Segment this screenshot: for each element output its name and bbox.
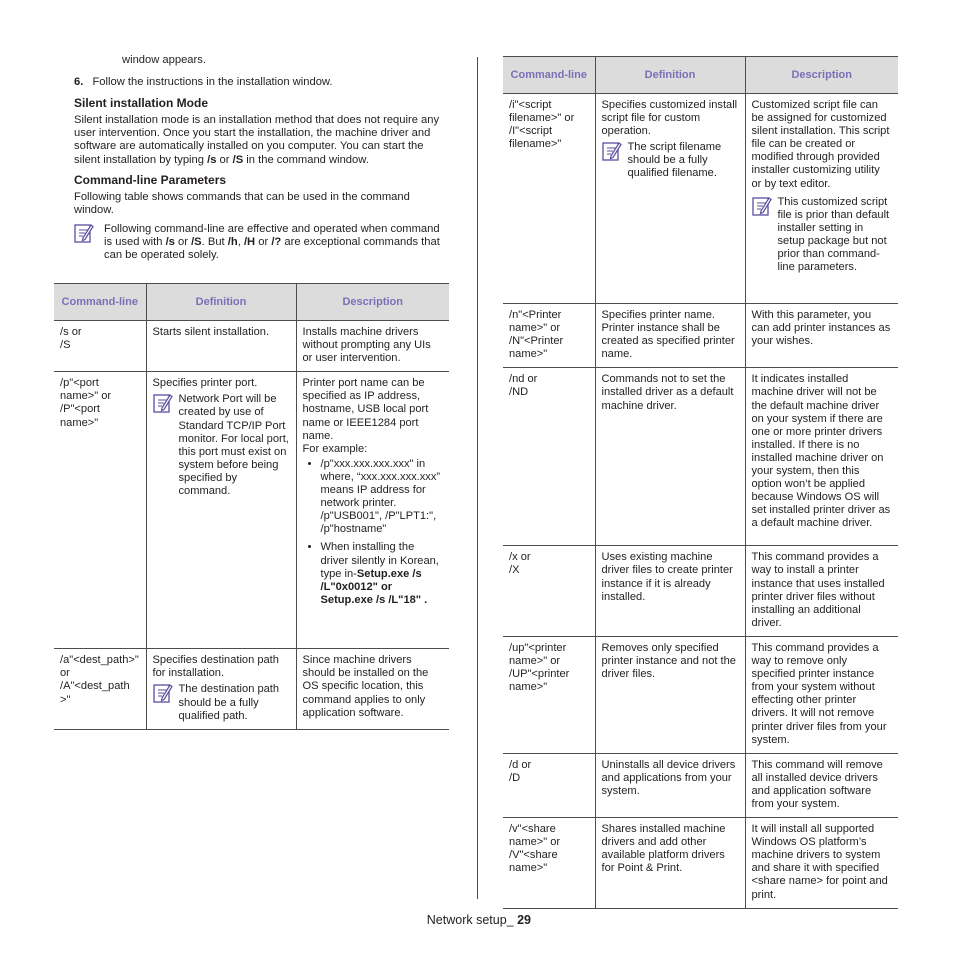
cell-description: Installs machine drivers without prompting any UIs or user intervention. <box>296 321 449 372</box>
cell-command: /x or /X <box>509 551 531 577</box>
cell-description: With this parameter, you can add printer instances as your wishes. <box>745 304 898 368</box>
cell-definition <box>146 372 296 649</box>
note-pencil-icon <box>752 196 778 218</box>
note-text: The script filename should be a fully qualified filename. <box>627 141 722 180</box>
list-item: • When installing the driver silently in Korean, type in-Setup.exe /s /L"0x0012" or Setup.exe /s /L"18" . <box>321 541 444 606</box>
step-6 <box>74 76 333 89</box>
note-block <box>74 223 444 263</box>
cmd-heading: Command-line Parameters <box>74 173 227 187</box>
cell-command: /d or /D <box>509 758 532 784</box>
column-divider <box>477 57 478 899</box>
cell-definition: Starts silent installation. <box>146 321 296 372</box>
header-command-line: Command-line <box>54 284 146 321</box>
cell-command: /up"<printer name>" or /UP"<printer name>" <box>509 641 570 694</box>
step-text: Follow the instructions in the installation window. <box>92 76 333 88</box>
note-text: Following command-line are effective and operated when command is used with /s or /S. But /h, /H or /? are exceptional commands that can be operated solely. <box>104 223 440 262</box>
list-item: • /p"xxx.xxx.xxx.xxx" in where, “xxx.xxx.xxx.xxx” means IP address for network printer. /p"USB001", /P"LPT1:", /p"hostname" <box>321 458 444 537</box>
page-footer <box>427 914 531 927</box>
cell-description: It will install all supported Windows OS platform’s machine drivers to system and share it with specified <share name> for point and print. <box>745 818 898 909</box>
cell-definition: Uninstalls all device drivers and applications from your system. <box>595 753 745 817</box>
description-bullets <box>303 458 444 607</box>
left-command-table <box>54 283 449 730</box>
cell-definition: Uses existing machine driver files to create printer instance if it is already installed. <box>595 546 745 637</box>
description-text: Printer port name can be specified as IP address, hostname, USB local port name or IEEE1284 port name. For example: <box>302 377 429 455</box>
table-row <box>503 753 898 817</box>
note-text: The destination path should be a fully qualified path. <box>178 683 280 722</box>
silent-paragraph: Silent installation mode is an installation method that does not require any user intervention. Once you start the installation, the machine driver and software are automatically installed on you computer. You can start the silent installation by typing /s or /S in the command window. <box>74 114 440 166</box>
cell-definition <box>146 649 296 729</box>
note-pencil-icon <box>153 393 179 415</box>
definition-text: Specifies destination path for installation. <box>152 654 279 680</box>
table-row <box>503 304 898 368</box>
table-row <box>503 818 898 909</box>
cell-description: This command provides a way to install a printer instance that uses installed printer driver files without installing an additional driver. <box>745 546 898 637</box>
window-appears-text: window appears. <box>122 54 206 66</box>
note-text: This customized script file is prior than default installer setting in setup package but not prior than command-line parameters. <box>777 195 890 274</box>
header-description: Description <box>296 284 449 321</box>
step-number: 6. <box>74 76 84 88</box>
header-command-line: Command-line <box>503 57 595 94</box>
cell-command: /nd or /ND <box>509 373 538 399</box>
cell-definition: Shares installed machine drivers and add other available platform drivers for Point & Print. <box>595 818 745 909</box>
cell-description <box>745 94 898 304</box>
note-pencil-icon <box>74 223 100 245</box>
table-row <box>503 546 898 637</box>
footer-text: Network setup_ <box>426 913 518 927</box>
definition-text: Specifies printer port. <box>152 377 258 390</box>
cell-command: /i"<script filename>" or /I"<script filename>" <box>509 99 575 151</box>
cell-definition <box>595 94 745 304</box>
cell-description: This command will remove all installed device drivers and application software from your system. <box>745 753 898 817</box>
table-row <box>503 368 898 546</box>
cell-description: Since machine drivers should be installed on the OS specific location, this command applies to only application software. <box>296 649 449 729</box>
page-number: 29 <box>517 913 531 927</box>
table-row <box>503 94 898 304</box>
note-pencil-icon <box>602 141 628 163</box>
cell-definition: Commands not to set the installed driver as a default machine driver. <box>595 368 745 546</box>
cell-command: /a"<dest_path>" or /A"<dest_path>" <box>60 654 139 706</box>
definition-text: Specifies customized install script file for custom operation. <box>601 99 738 138</box>
cell-command: /n"<Printer name>" or /N"<Printer name>" <box>509 309 564 361</box>
description-note <box>752 196 893 275</box>
cmd-paragraph: Following table shows commands that can be used in the command window. <box>74 191 410 217</box>
cell-definition: Specifies printer name. Printer instance shall be created as specified printer name. <box>595 304 745 368</box>
header-description: Description <box>745 57 898 94</box>
cell-command: /s or /S <box>60 326 82 352</box>
header-definition: Definition <box>595 57 745 94</box>
header-definition: Definition <box>146 284 296 321</box>
table-row <box>54 649 449 729</box>
definition-note <box>153 683 290 722</box>
cell-definition: Removes only specified printer instance and not the driver files. <box>595 636 745 753</box>
table-row <box>54 321 449 372</box>
silent-heading: Silent installation Mode <box>74 96 209 110</box>
description-text: Customized script file can be assigned for customized silent installation. This script file can be created or modified through provided installer customizing utility or by text editor. <box>751 99 890 190</box>
cell-description: It indicates installed machine driver will not be the default machine driver on your system if there are one or more printer drivers installed. If there is no installed machine driver on your system, then this option won’t be applied because Windows OS will set installed printer driver as a default machine driver. <box>745 368 898 546</box>
table-row <box>503 636 898 753</box>
definition-note <box>602 141 739 180</box>
table-row <box>54 372 449 649</box>
cell-description <box>296 372 449 649</box>
right-command-table <box>503 56 898 909</box>
note-text: Network Port will be created by use of Standard TCP/IP Port monitor. For local port, this port must exist on system before being specified by command. <box>178 393 289 498</box>
cell-description: This command provides a way to remove only specified printer instance from your system without effecting other printer drivers. It will not remove printer driver files from your system. <box>745 636 898 753</box>
cell-command: /v"<share name>" or /V"<share name>" <box>509 823 561 875</box>
definition-note <box>153 393 290 498</box>
note-pencil-icon <box>153 683 179 705</box>
cell-command: /p"<port name>" or /P"<port name>" <box>60 377 112 429</box>
